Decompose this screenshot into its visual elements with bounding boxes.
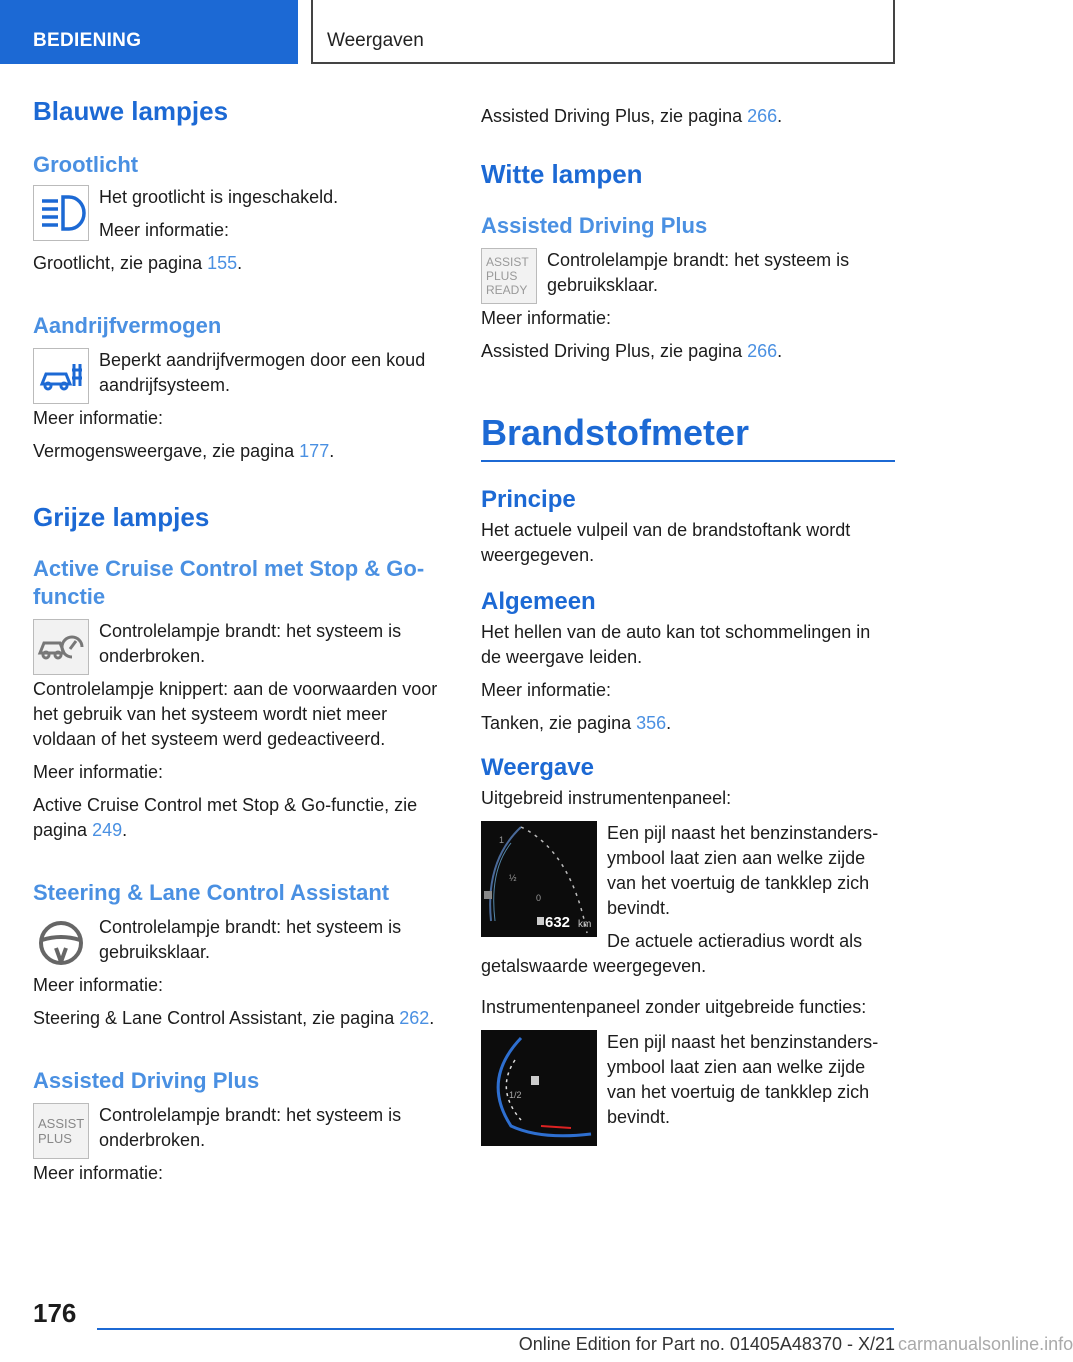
left-column [33, 96, 448, 1186]
cruise-control-icon [33, 619, 89, 675]
text: Instrumentenpaneel zonder uitgebreide functies: [481, 997, 867, 1017]
text: Assisted Driving Plus, zie pagina [481, 341, 748, 361]
gauge-tick: ½ [509, 873, 517, 883]
text: Controlelampje brandt: het systeem is onderbroken. [99, 621, 402, 666]
icon-text: PLUS [486, 269, 518, 283]
text: Controlelampje brandt: het systeem is onderbroken. [99, 1105, 402, 1150]
page-link[interactable]: 155 [207, 253, 238, 273]
icon-text: ASSIST [486, 255, 529, 269]
basic-cluster-photo [481, 1030, 597, 1146]
text: . [122, 820, 128, 840]
heading-blue-lamps: Blauwe lampjes [33, 96, 229, 126]
chapter-tab [311, 0, 895, 64]
text: Een pijl naast het benzinstandersymbool laat zien aan welke zijde van het voertuig de tankklep zich bevindt. [607, 823, 879, 918]
text: Het actuele vulpeil van de brandstoftank wordt weergegeven. [481, 520, 851, 565]
text: Meer informatie: [33, 975, 164, 995]
right-column [481, 96, 895, 1146]
footer-rule [97, 1328, 894, 1330]
page-link[interactable]: 177 [299, 441, 330, 461]
text: . [237, 253, 243, 273]
text: Het grootlicht is ingeschakeld. [99, 187, 339, 207]
steering-wheel-icon [33, 915, 89, 971]
text: Meer informatie: [33, 1163, 164, 1183]
section-label: BEDIENING [33, 30, 142, 51]
page-link[interactable]: 266 [747, 341, 778, 361]
text: . [429, 1008, 435, 1028]
text: Controlelampje knippert: aan de voorwaarden voor het gebruik van het systeem wordt niet meer voldaan of het systeem werd gedeactiveerd. [33, 679, 438, 749]
edition-text: Online Edition for Part no. 01405A48370 - X/21 [518, 1334, 895, 1354]
watermark: carmanualsonline.info [898, 1334, 1073, 1354]
text: Meer informatie: [33, 408, 164, 428]
section-tab [0, 0, 298, 64]
gauge-tick: 1/2 [509, 1090, 522, 1100]
heading-aandrijfvermogen: Aandrijfvermogen [33, 313, 222, 338]
text: Controlelampje brandt: het systeem is gebruiksklaar. [547, 250, 850, 295]
heading-acc: Active Cruise Control met Stop & Go-functie [33, 556, 425, 609]
text: . [777, 341, 783, 361]
heading-weergave: Weergave [481, 754, 594, 781]
high-beam-icon [33, 185, 89, 241]
heading-adp: Assisted Driving Plus [33, 1068, 260, 1093]
text: Uitgebreid instrumentenpaneel: [481, 788, 732, 808]
text: Meer informatie: [481, 680, 612, 700]
icon-text: PLUS [38, 1131, 72, 1146]
text: Een pijl naast het benzinstandersymbool laat zien aan welke zijde van het voertuig de tankklep zich bevindt. [607, 1032, 879, 1127]
heading-gray-lamps: Grijze lampjes [33, 502, 210, 532]
text: Het hellen van de auto kan tot schommelingen in de weergave leiden. [481, 622, 871, 667]
page-number: 176 [33, 1298, 77, 1328]
chapter-label: Weergaven [327, 30, 424, 51]
page-link[interactable]: 266 [747, 106, 778, 126]
assist-plus-icon [33, 1103, 89, 1159]
text: Meer informatie: [33, 762, 164, 782]
heading-steering: Steering & Lane Control Assistant [33, 880, 390, 905]
page-link[interactable]: 262 [399, 1008, 430, 1028]
text: . [777, 106, 783, 126]
gauge-tick: 0 [536, 893, 542, 903]
range-unit: km [578, 919, 592, 930]
text: Active Cruise Control met Stop & Go-functie, zie pagina [33, 795, 418, 840]
extended-cluster-photo [481, 821, 597, 937]
drive-power-icon [33, 348, 89, 404]
icon-text: READY [486, 283, 528, 297]
range-value: 632 [545, 914, 571, 931]
heading-algemeen: Algemeen [481, 588, 596, 615]
text: De actuele actieradius wordt als getalswaarde weergegeven. [481, 931, 863, 976]
gauge-tick: 1 [499, 835, 505, 845]
icon-text: ASSIST [38, 1116, 85, 1131]
text: Grootlicht, zie pagina [33, 253, 208, 273]
text: Steering & Lane Control Assistant, zie pagina [33, 1008, 400, 1028]
heading-grootlicht: Grootlicht [33, 152, 139, 177]
heading-adp-ready: Assisted Driving Plus [481, 213, 708, 238]
text: . [666, 713, 672, 733]
text: Tanken, zie pagina [481, 713, 637, 733]
text: Assisted Driving Plus, zie pagina [481, 106, 748, 126]
text: . [329, 441, 335, 461]
heading-fuel-gauge: Brandstofmeter [481, 412, 895, 462]
text: Meer informatie: [481, 308, 612, 328]
assist-plus-ready-icon [481, 248, 537, 304]
page-link[interactable]: 249 [92, 820, 123, 840]
text: Beperkt aandrijfvermogen door een koud aandrijfsysteem. [99, 350, 426, 395]
page-link[interactable]: 356 [636, 713, 667, 733]
heading-white-lamps: Witte lampen [481, 159, 643, 189]
text: Controlelampje brandt: het systeem is gebruiksklaar. [99, 917, 402, 962]
heading-principe: Principe [481, 486, 576, 513]
text: Meer informatie: [99, 220, 230, 240]
text: Vermogensweergave, zie pagina [33, 441, 300, 461]
